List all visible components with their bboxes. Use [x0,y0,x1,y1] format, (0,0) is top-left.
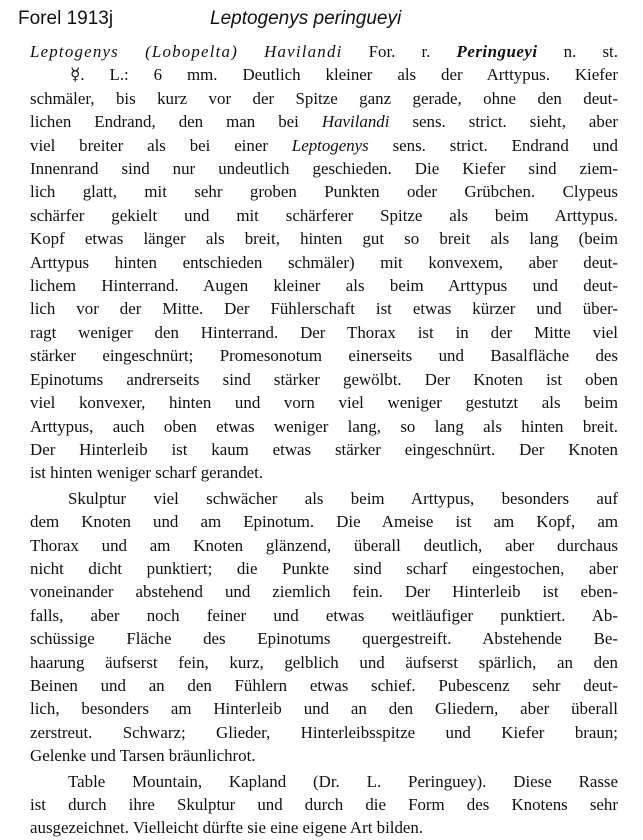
text-line: Epinotums andrerseits sind stärker gewölbt. Der Knoten ist oben [30,369,618,389]
text-line: ist durch ihre Skulptur und durch die Form des Knotens sehr [30,795,618,814]
text-line: lichem Hinterrand. Augen kleiner als beim Arttypus und deut- [30,276,618,296]
text-line: Arttypus hinten entschieden schmäler) mit konvexem, aber deut- [30,252,618,272]
citation-label: Forel 1913j [18,8,114,29]
text-line: viel konvexer, hinten und vorn viel weniger gestutzt als beim [30,393,618,413]
text-span: viel breiter als bei einer [30,135,292,155]
italic-term: Havilandi [321,112,390,132]
text-line: Gelenke und Tarsen bräunlichrot. [30,746,256,766]
text-line: haarung äufserst fein, kurz, gelblich und äufserst spärlich, an den [30,652,618,672]
species-name: Havilandi [264,42,343,61]
taxon-title-line [30,40,618,63]
text-line: Thorax und am Knoten glänzend, überall deutlich, aber durchaus [30,535,618,555]
paragraph-description [30,63,618,484]
author-abbrev: For. r. [368,42,431,61]
paragraph-locality [30,770,618,840]
text-line: ragt weniger den Hinterrand. Der Thorax ist in der Mitte viel [30,322,618,342]
text-line: schüssige Fläche des Epinotums quergestreift. Abstehende Be- [30,629,618,649]
text-line [30,134,618,157]
text-line: ist hinten weniger scharf gerandet. [30,463,264,483]
genus-name: Leptogenys [30,42,119,61]
text-line: zerstreut. Schwarz; Glieder, Hinterleibsspitze und Kiefer braun; [30,722,618,742]
subgenus-name: (Lobopelta) [145,42,239,61]
text-line: Arttypus, auch oben etwas weniger lang, so lang als hinten breit. [30,416,618,436]
text-line: Skulptur viel schwächer als beim Arttypus, besonders auf [68,488,618,508]
text-line: lich, besonders am Hinterleib und an den Gliedern, aber überall [30,699,618,719]
text-line: falls, aber noch feiner und etwas weitläufiger punktiert. Ab- [30,605,618,625]
text-line: Beinen und an den Fühlern etwas schief. Pubescenz sehr deut- [30,675,618,695]
paragraph-sculpture [30,487,618,768]
text-line [30,110,618,133]
text-line: Kopf etwas länger als breit, hinten gut so breit als lang (beim [30,229,618,249]
taxon-heading: Leptogenys peringueyi [210,8,402,29]
text-line: ☿. L.: 6 mm. Deutlich kleiner als der Arttypus. Kiefer [70,65,618,85]
text-span: lichen Endrand, den man bei [30,112,322,132]
text-line: lich vor der Mitte. Der Fühlerschaft ist etwas kürzer und über- [30,299,618,319]
article-body [30,40,618,840]
page-header [18,8,625,36]
text-line: nicht dicht punktiert; die Punkte sind scharf eingestochen, aber [30,558,618,578]
race-name: Peringueyi [456,42,538,61]
text-line: stärker eingeschnürt; Promesonotum einerseits und Basalfläche des [30,346,618,366]
text-line: Der Hinterleib ist kaum etwas stärker eingeschnürt. Der Knoten [30,439,618,459]
text-line: Innenrand sind nur undeutlich geschieden. Die Kiefer sind ziem- [30,159,618,179]
italic-term: Leptogenys [291,135,369,155]
text-line: schmäler, bis kurz vor der Spitze ganz gerade, ohne den deut- [30,88,618,108]
status-label: n. st. [563,42,618,61]
text-line: voneinander abstehend und ziemlich fein. Der Hinterleib ist eben- [30,582,618,602]
text-line: Table Mountain, Kapland (Dr. L. Peringuey). Diese Rasse [68,771,618,791]
text-line: ausgezeichnet. Vielleicht dürfte sie eine eigene Art bilden. [30,818,424,838]
text-line: dem Knoten und am Epinotum. Die Ameise ist am Kopf, am [30,512,618,532]
text-span: sens. strict. sieht, aber [389,112,618,132]
text-span: sens. strict. Endrand und [368,135,618,155]
text-line: lich glatt, mit sehr groben Punkten oder Grübchen. Clypeus [30,182,618,202]
text-line: schärfer gekielt und mit schärferer Spitze als beim Arttypus. [30,205,618,225]
